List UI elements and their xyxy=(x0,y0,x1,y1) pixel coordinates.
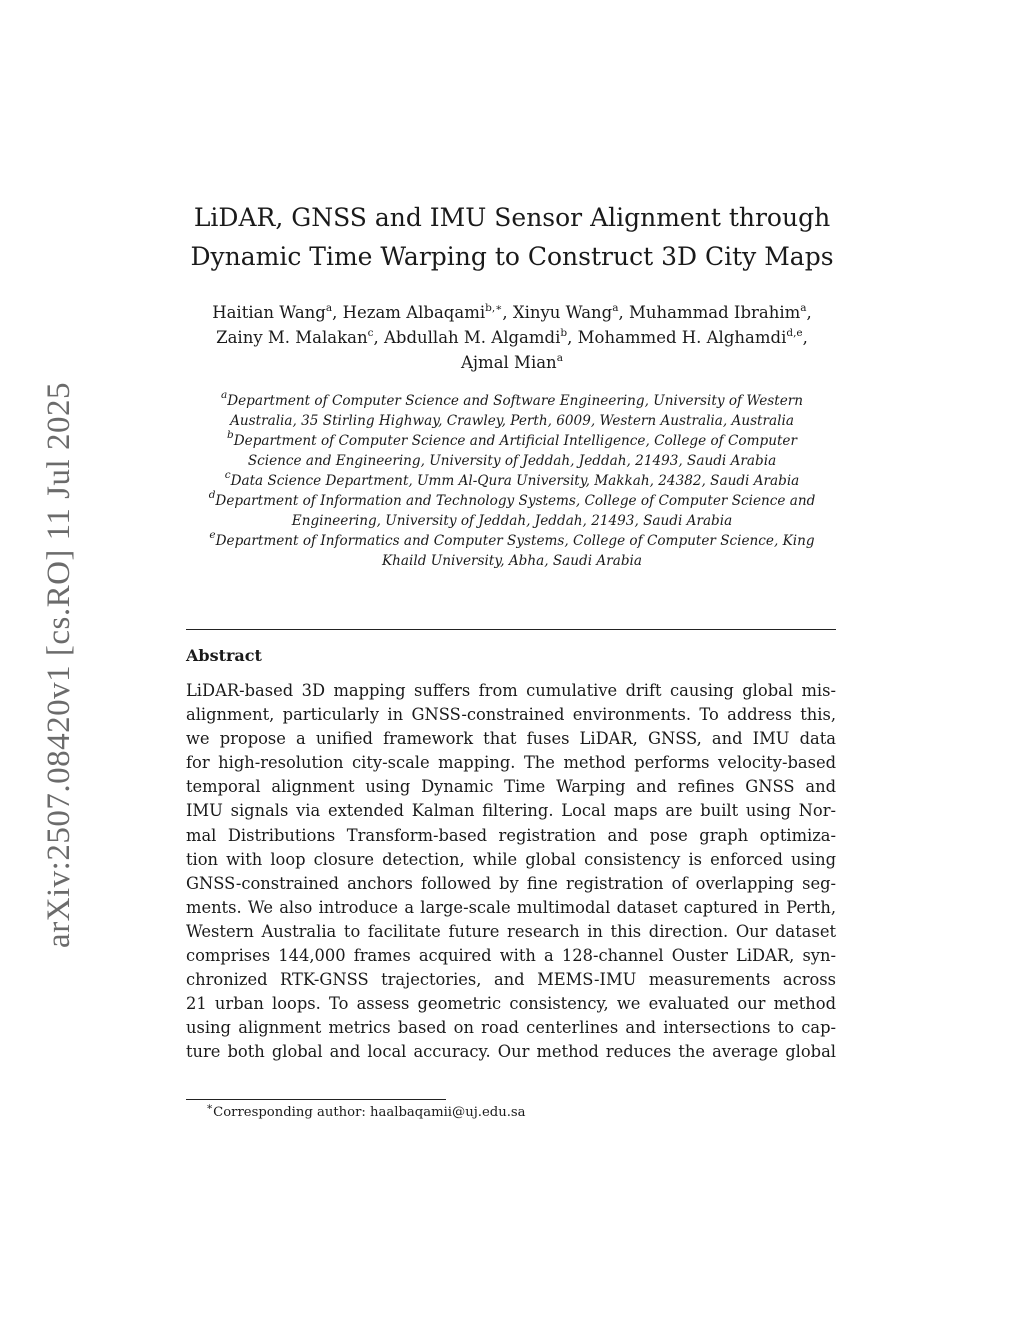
abstract-line: we propose a unified framework that fuses LiDAR, GNSS, and IMU data xyxy=(186,729,836,749)
abstract-line: 21 urban loops. To assess geometric consistency, we evaluated our method xyxy=(186,994,836,1014)
paper-title xyxy=(150,198,874,276)
abstract-line: tion with loop closure detection, while global consistency is enforced using xyxy=(186,849,836,869)
author-affil-mark: b,∗ xyxy=(485,301,503,314)
abstract-line: alignment, particularly in GNSS-constrained environments. To address this, xyxy=(186,705,836,725)
abstract-heading: Abstract xyxy=(186,646,262,665)
affiliation-a-line-1 xyxy=(170,391,854,411)
author-separator: , xyxy=(802,328,808,347)
author-name: Abdullah M. Algamdi xyxy=(383,328,561,347)
author-line-3 xyxy=(170,350,854,375)
abstract-top-rule xyxy=(186,629,836,630)
affiliation-text: Department of Informatics and Computer Systems, College of Computer Science, King xyxy=(215,533,815,549)
author-affil-mark: a xyxy=(325,301,333,314)
author-separator: , xyxy=(567,328,578,347)
affiliation-text: Department of Computer Science and Software Engineering, University of Western xyxy=(227,393,804,409)
affiliation-e-line-1 xyxy=(170,531,854,551)
abstract-line: for high-resolution city-scale mapping. The method performs velocity-based xyxy=(186,753,836,773)
abstract-line: chronized RTK-GNSS trajectories, and MEMS-IMU measurements across xyxy=(186,970,836,990)
author-name: Hezam Albaqami xyxy=(342,303,486,322)
author-separator: , xyxy=(502,303,513,322)
footnote-text: Corresponding author: haalbaqamii@uj.edu.sa xyxy=(213,1105,526,1120)
affiliation-d-line-1 xyxy=(170,491,854,511)
abstract-line: mal Distributions Transform-based registration and pose graph optimiza- xyxy=(186,825,836,845)
author-affil-mark: a xyxy=(800,301,807,314)
abstract-line: comprises 144,000 frames acquired with a 128-channel Ouster LiDAR, syn- xyxy=(186,946,836,966)
abstract-line: GNSS-constrained anchors followed by fine registration of overlapping seg- xyxy=(186,873,836,893)
author-name: Muhammad Ibrahim xyxy=(629,303,801,322)
affiliation-e-line-2: Khaild University, Abha, Saudi Arabia xyxy=(382,553,642,569)
author-affil-mark: c xyxy=(367,326,374,339)
author-affil-mark: b xyxy=(560,326,568,339)
affiliation-text: Data Science Department, Umm Al-Qura University, Makkah, 24382, Saudi Arabia xyxy=(230,473,800,489)
footnote-rule xyxy=(186,1099,446,1100)
author-name: Zainy M. Malakan xyxy=(216,328,368,347)
author-affil-mark: a xyxy=(556,351,563,364)
author-separator: , xyxy=(373,328,384,347)
author-separator: , xyxy=(332,303,343,322)
abstract-line: ments. We also introduce a large-scale multimodal dataset captured in Perth, xyxy=(186,897,836,917)
abstract-line: ture both global and local accuracy. Our method reduces the average global xyxy=(186,1042,836,1062)
author-affil-mark: a xyxy=(612,301,619,314)
abstract-body xyxy=(186,679,836,1065)
author-line-1 xyxy=(170,300,854,325)
abstract-line: Western Australia to facilitate future research in this direction. Our dataset xyxy=(186,921,836,941)
affiliation-a-line-2: Australia, 35 Stirling Highway, Crawley, Perth, 6009, Western Australia, Australia xyxy=(230,413,794,429)
abstract-line: IMU signals via extended Kalman filtering. Local maps are built using Nor- xyxy=(186,801,836,821)
corresponding-author-footnote xyxy=(206,1100,526,1122)
author-separator: , xyxy=(618,303,629,322)
author-affil-mark: d,e xyxy=(786,326,803,339)
footnote-mark: ∗ xyxy=(206,1100,214,1113)
affiliation-b-line-1 xyxy=(170,431,854,451)
affiliation-c-line-1 xyxy=(170,471,854,491)
author-list xyxy=(170,300,854,375)
author-line-2 xyxy=(170,325,854,350)
title-line-1: LiDAR, GNSS and IMU Sensor Alignment through xyxy=(193,203,831,232)
affiliation-d-line-2: Engineering, University of Jeddah, Jeddah, 21493, Saudi Arabia xyxy=(291,513,733,529)
affiliation-mark: a xyxy=(220,389,228,402)
author-separator: , xyxy=(806,303,812,322)
arxiv-identifier-stamp: arXiv:2507.08420v1 [cs.RO] 11 Jul 2025 xyxy=(41,382,77,948)
affiliation-b-line-2: Science and Engineering, University of Jeddah, Jeddah, 21493, Saudi Arabia xyxy=(247,453,777,469)
affiliation-list xyxy=(170,391,854,571)
author-name: Xinyu Wang xyxy=(512,303,613,322)
affiliation-mark: e xyxy=(209,529,216,542)
affiliation-text: Department of Information and Technology Systems, College of Computer Science and xyxy=(215,493,816,509)
author-name: Haitian Wang xyxy=(212,303,326,322)
affiliation-mark: d xyxy=(208,489,216,502)
abstract-line: LiDAR-based 3D mapping suffers from cumulative drift causing global mis- xyxy=(186,681,836,700)
abstract-line: temporal alignment using Dynamic Time Warping and refines GNSS and xyxy=(186,777,836,797)
author-name: Mohammed H. Alghamdi xyxy=(577,328,787,347)
abstract-line: using alignment metrics based on road centerlines and intersections to cap- xyxy=(186,1018,836,1038)
author-name: Ajmal Mian xyxy=(461,353,557,372)
affiliation-mark: b xyxy=(227,429,234,442)
title-line-2: Dynamic Time Warping to Construct 3D City Maps xyxy=(190,242,834,271)
affiliation-text: Department of Computer Science and Artificial Intelligence, College of Computer xyxy=(233,433,797,449)
affiliation-mark: c xyxy=(224,469,231,482)
